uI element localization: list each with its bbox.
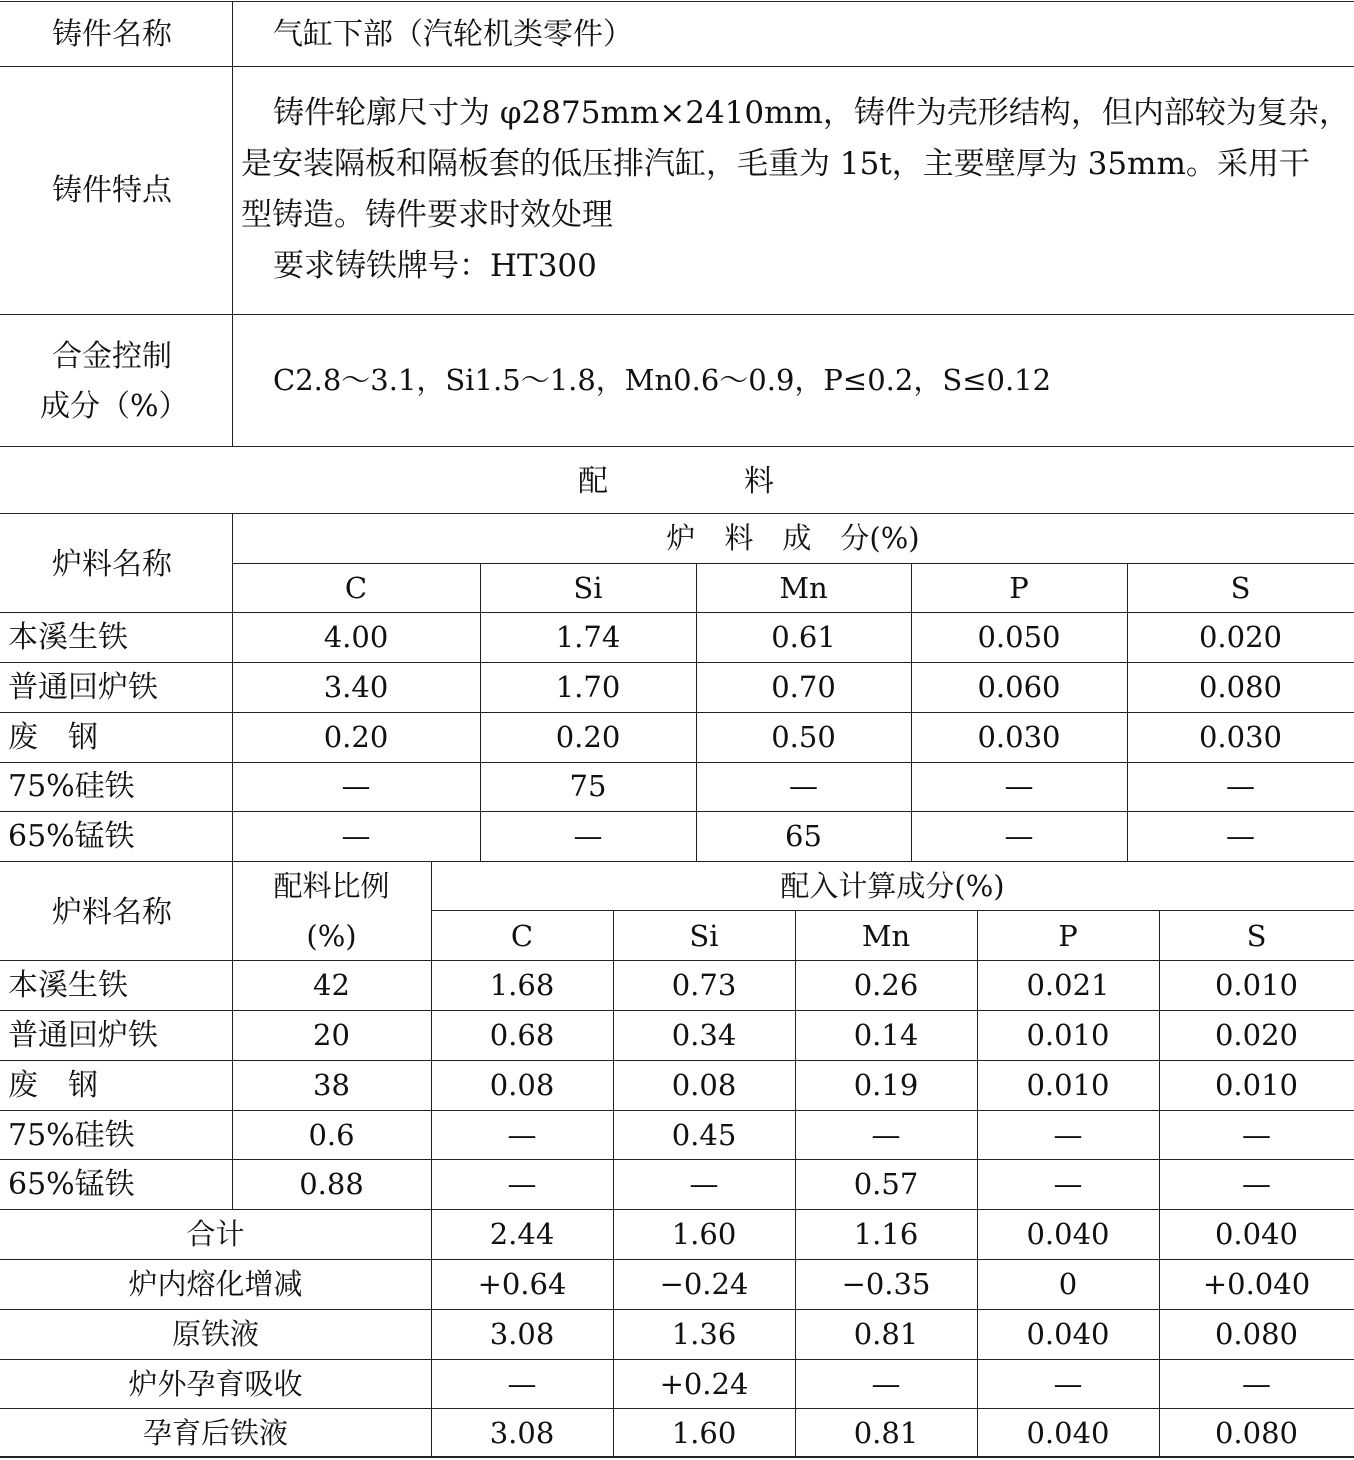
- charge-column-header: C: [344, 571, 368, 605]
- rule: [0, 662, 1354, 663]
- summary-cell: 1.60: [671, 1416, 737, 1450]
- rule: [0, 1010, 1354, 1011]
- charge-row-name: 75%硅铁: [8, 769, 135, 804]
- calc-cell: 0.26: [853, 968, 919, 1002]
- summary-cell: +0.040: [1202, 1267, 1311, 1301]
- calc-cell: 0.57: [853, 1167, 919, 1201]
- summary-cell: 3.08: [489, 1317, 555, 1351]
- rule: [232, 563, 1354, 564]
- calc-cell: —: [1242, 1167, 1271, 1201]
- rule: [0, 1456, 1354, 1458]
- summary-cell: +0.24: [659, 1367, 749, 1401]
- summary-cell: −0.35: [841, 1267, 931, 1301]
- calc-cell: 0.34: [671, 1018, 737, 1052]
- rule: [0, 1408, 1354, 1409]
- summary-cell: 1.60: [671, 1217, 737, 1251]
- rule: [0, 1309, 1354, 1310]
- charge-cell: —: [573, 819, 603, 853]
- calc-cell: —: [871, 1118, 901, 1152]
- calc-row-name: 65%锰铁: [8, 1167, 135, 1202]
- rule: [0, 314, 1354, 315]
- rule: [0, 712, 1354, 713]
- charge-cell: —: [341, 819, 371, 853]
- calc-column-header: P: [1058, 919, 1078, 953]
- summary-cell: 3.08: [489, 1416, 555, 1450]
- charge-cell: 0.030: [977, 720, 1061, 754]
- charge-cell: 4.00: [323, 620, 389, 654]
- charge-cell: 0.060: [977, 670, 1061, 704]
- rule: [1127, 563, 1128, 861]
- calc-ratio: 38: [313, 1068, 350, 1102]
- summary-cell: —: [1053, 1367, 1083, 1401]
- rule: [0, 1060, 1354, 1061]
- calc-cell: —: [689, 1167, 719, 1201]
- charge-column-header: Mn: [779, 571, 828, 605]
- charge-row-name: 废 钢: [8, 720, 98, 755]
- summary-cell: 0.81: [853, 1317, 919, 1351]
- charge-cell: 0.050: [977, 620, 1061, 654]
- rule: [0, 1259, 1354, 1260]
- summary-cell: 0.040: [1214, 1217, 1299, 1251]
- rule: [0, 1110, 1354, 1111]
- casting-features-label: 铸件特点: [52, 173, 172, 208]
- charge-row-name: 普通回炉铁: [8, 670, 158, 705]
- calc-ratio: 0.88: [299, 1167, 364, 1201]
- calc-name-header: 炉料名称: [52, 895, 172, 930]
- calc-cell: 0.14: [853, 1018, 919, 1052]
- calc-composition-header: 配入计算成分(%): [780, 869, 1005, 903]
- calc-row-name: 普通回炉铁: [8, 1018, 158, 1053]
- charge-cell: 0.020: [1198, 620, 1283, 654]
- calc-row-name: 本溪生铁: [8, 968, 128, 1003]
- charge-cell: —: [789, 769, 818, 803]
- calc-cell: 0.010: [1214, 1068, 1299, 1102]
- charge-cell: 65: [785, 819, 822, 853]
- rule: [0, 1359, 1354, 1360]
- rule: [0, 960, 1354, 961]
- charge-row-name: 65%锰铁: [8, 819, 135, 854]
- calc-cell: —: [507, 1118, 537, 1152]
- summary-row-label: 孕育后铁液: [142, 1416, 288, 1450]
- charge-cell: —: [1226, 819, 1255, 853]
- calc-cell: 0.020: [1214, 1018, 1299, 1052]
- rule: [232, 1, 233, 446]
- summary-cell: +0.64: [477, 1267, 567, 1301]
- calc-cell: 0.08: [671, 1068, 737, 1102]
- calc-ratio: 42: [313, 968, 350, 1002]
- summary-cell: 1.16: [853, 1217, 919, 1251]
- summary-cell: 0.080: [1214, 1317, 1299, 1351]
- summary-cell: 0.080: [1214, 1416, 1299, 1450]
- calc-cell: 0.68: [489, 1018, 555, 1052]
- casting-name-value: 气缸下部（汽轮机类零件）: [273, 17, 633, 52]
- calc-ratio-header: (%): [306, 919, 357, 953]
- alloy-label: 合金控制: [52, 339, 172, 374]
- rule: [0, 1209, 1354, 1210]
- charge-cell: —: [1004, 769, 1034, 803]
- calc-cell: 0.010: [1026, 1018, 1110, 1052]
- casting-name-label: 铸件名称: [52, 17, 172, 52]
- charge-cell: 0.61: [771, 620, 836, 654]
- calc-column-header: Si: [689, 919, 719, 953]
- charge-cell: 3.40: [323, 670, 389, 704]
- charge-name-header: 炉料名称: [52, 547, 172, 582]
- casting-features-line: 型铸造。铸件要求时效处理: [241, 197, 613, 233]
- charge-cell: —: [1004, 819, 1034, 853]
- summary-cell: 0.040: [1026, 1317, 1110, 1351]
- calc-cell: 0.010: [1026, 1068, 1110, 1102]
- summary-row-label: 合计: [186, 1217, 245, 1251]
- rule: [431, 910, 1354, 911]
- calc-cell: 1.68: [489, 968, 555, 1002]
- charge-column-header: S: [1230, 571, 1251, 605]
- calc-cell: —: [1053, 1118, 1083, 1152]
- rule: [0, 762, 1354, 763]
- charge-cell: 1.74: [555, 620, 621, 654]
- rule: [0, 811, 1354, 812]
- calc-ratio: 20: [313, 1018, 350, 1052]
- summary-cell: 0.040: [1026, 1217, 1110, 1251]
- charge-cell: 0.20: [555, 720, 621, 754]
- calc-cell: —: [1053, 1167, 1083, 1201]
- calc-row-name: 75%硅铁: [8, 1118, 135, 1153]
- calc-cell: 0.010: [1214, 968, 1299, 1002]
- calc-cell: 0.45: [671, 1118, 737, 1152]
- rule: [0, 1, 1354, 2]
- rule: [0, 66, 1354, 67]
- calc-cell: —: [507, 1167, 537, 1201]
- summary-row-label: 炉外孕育吸收: [128, 1367, 303, 1401]
- summary-cell: 0.81: [853, 1416, 919, 1450]
- charge-cell: —: [1226, 769, 1255, 803]
- calc-row-name: 废 钢: [8, 1068, 98, 1103]
- calc-cell: —: [1242, 1118, 1271, 1152]
- calc-cell: 0.19: [853, 1068, 919, 1102]
- charge-column-header: Si: [573, 571, 603, 605]
- rule: [911, 563, 912, 861]
- summary-cell: 0.040: [1026, 1416, 1110, 1450]
- calc-cell: 0.73: [671, 968, 737, 1002]
- alloy-value: C2.8～3.1，Si1.5～1.8，Mn0.6～0.9，P≤0.2，S≤0.12: [273, 363, 1052, 397]
- charge-cell: 75: [569, 769, 607, 803]
- rule: [480, 563, 481, 861]
- alloy-label: 成分（%）: [40, 389, 189, 424]
- calc-cell: 0.021: [1026, 968, 1110, 1002]
- calc-ratio: 0.6: [308, 1118, 355, 1152]
- charge-cell: 0.20: [323, 720, 389, 754]
- summary-cell: −0.24: [659, 1267, 749, 1301]
- rule: [0, 446, 1354, 447]
- section-title: 料: [744, 464, 774, 499]
- summary-cell: —: [507, 1367, 537, 1401]
- rule: [0, 861, 1354, 862]
- calc-ratio-header: 配料比例: [273, 869, 390, 903]
- casting-features-line: 是安装隔板和隔板套的低压排汽缸，毛重为 15t，主要壁厚为 35mm。采用干: [241, 146, 1310, 182]
- charge-cell: 0.70: [771, 670, 836, 704]
- calc-column-header: C: [510, 919, 534, 953]
- rule: [696, 563, 697, 861]
- summary-cell: —: [871, 1367, 901, 1401]
- charge-cell: 0.080: [1198, 670, 1283, 704]
- charge-cell: —: [341, 769, 371, 803]
- rule: [0, 513, 1354, 514]
- charge-cell: 0.50: [771, 720, 836, 754]
- summary-cell: 2.44: [489, 1217, 555, 1251]
- summary-cell: —: [1242, 1367, 1271, 1401]
- calc-column-header: Mn: [861, 919, 911, 953]
- summary-row-label: 炉内熔化增减: [128, 1267, 303, 1301]
- summary-row-label: 原铁液: [171, 1317, 259, 1351]
- summary-cell: 1.36: [671, 1317, 737, 1351]
- charge-cell: 0.030: [1198, 720, 1283, 754]
- casting-features-line: 铸件轮廓尺寸为 φ2875mm×2410mm，铸件为壳形结构，但内部较为复杂，: [273, 95, 1350, 131]
- rule: [0, 612, 1354, 613]
- rule: [232, 513, 233, 1209]
- charge-composition-header: 炉 料 成 分(%): [666, 521, 920, 555]
- charge-column-header: P: [1009, 571, 1029, 605]
- charge-row-name: 本溪生铁: [8, 620, 128, 655]
- rule: [0, 1159, 1354, 1160]
- casting-features-line: 要求铸铁牌号：HT300: [273, 248, 597, 284]
- summary-cell: 0: [1058, 1267, 1078, 1301]
- calc-cell: 0.08: [489, 1068, 555, 1102]
- charge-cell: 1.70: [555, 670, 621, 704]
- section-title: 配: [578, 464, 608, 499]
- calc-column-header: S: [1246, 919, 1267, 953]
